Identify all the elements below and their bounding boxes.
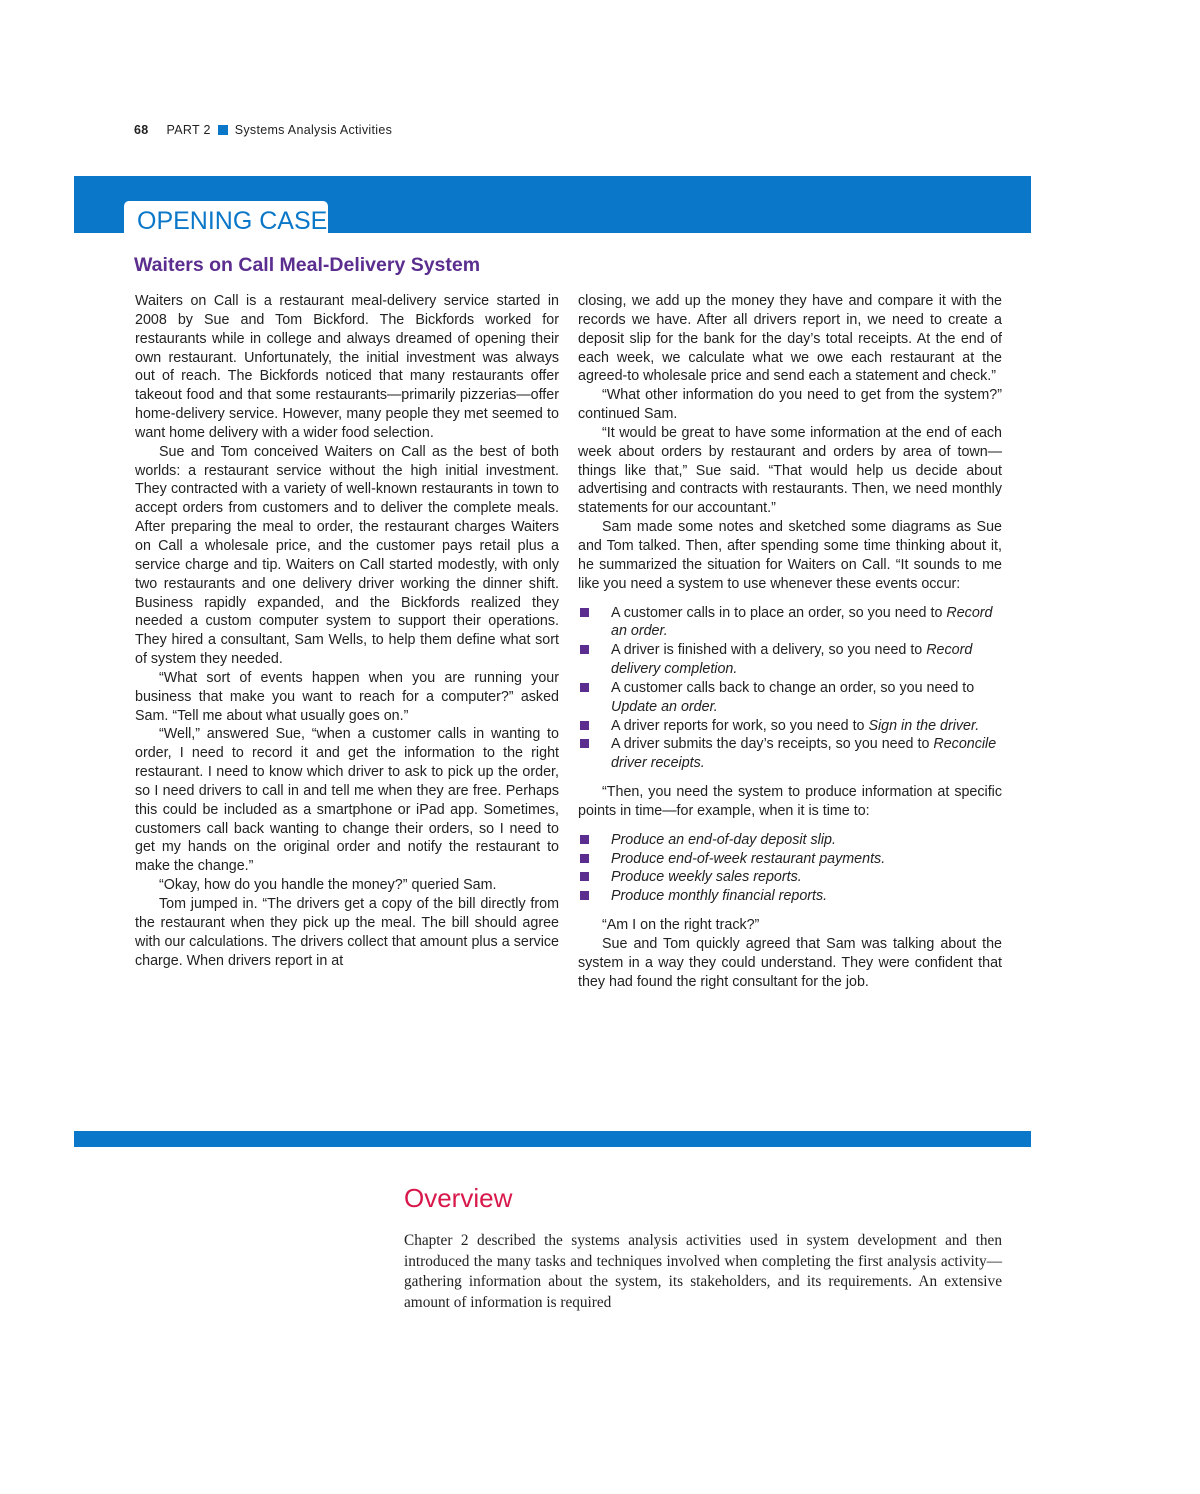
square-bullet-icon xyxy=(218,125,228,135)
paragraph: Sam made some notes and sketched some diagrams as Sue and Tom talked. Then, after spending some time thinking about it, he summarized the situation for Waiters on Call. “It sounds to me like you need a system to use whenever these events occur: xyxy=(578,519,1002,592)
running-head xyxy=(134,123,392,137)
paragraph: “What other information do you need to get from the system?” continued Sam. xyxy=(578,387,1002,423)
paragraph: Sue and Tom quickly agreed that Sam was talking about the system in a way they could understand. They were confident that they had found the right consultant for the job. xyxy=(578,936,1002,990)
case-left-column xyxy=(135,292,559,970)
opening-case-label: OPENING CASE xyxy=(137,207,328,235)
paragraph: “Then, you need the system to produce information at specific points in time—for example, when it is time to: xyxy=(578,784,1002,819)
square-bullet-icon xyxy=(580,721,589,730)
overview-heading: Overview xyxy=(404,1183,513,1213)
page-number: 68 xyxy=(134,123,149,137)
paragraph: “It would be great to have some information at the end of each week about orders by restaurant and orders by area of town—things like that,” Sue said. “That would help us decide about advertising and contracts with restaurants. Then, we need monthly statements for our accountant.” xyxy=(578,424,1002,517)
list-item: Produce end-of-week restaurant payments. xyxy=(578,850,1002,869)
list-item: A driver submits the day’s receipts, so you need to Reconcile driver receipts. xyxy=(578,735,1002,773)
square-bullet-icon xyxy=(580,854,589,863)
list-item: Produce an end-of-day deposit slip. xyxy=(578,831,1002,850)
overview-paragraph: Chapter 2 described the systems analysis activities used in system development and then introduced the many tasks and techniques involved when completing the first analysis activity—gathering information about the system, its stakeholders, and its requirements. An extensive amount of information is required xyxy=(404,1232,1002,1312)
case-title: Waiters on Call Meal-Delivery System xyxy=(134,254,481,276)
paragraph: “Am I on the right track?” xyxy=(602,917,760,934)
paragraph: “Okay, how do you handle the money?” queried Sam. xyxy=(159,877,497,894)
event-list xyxy=(578,604,1002,774)
case-right-column xyxy=(578,292,1002,992)
square-bullet-icon xyxy=(580,645,589,654)
list-item: A customer calls in to place an order, so you need to Record an order. xyxy=(578,604,1002,642)
list-item: A driver is finished with a delivery, so you need to Record delivery completion. xyxy=(578,641,1002,679)
square-bullet-icon xyxy=(580,835,589,844)
part-label: PART 2 xyxy=(166,123,211,137)
square-bullet-icon xyxy=(580,872,589,881)
list-item: A driver reports for work, so you need to Sign in the driver. xyxy=(578,717,1002,736)
list-item: Produce monthly financial reports. xyxy=(578,887,1002,906)
paragraph: “What sort of events happen when you are running your business that make you want to reach for a computer?” asked Sam. “Tell me about what usually goes on.” xyxy=(135,669,559,724)
list-item: A customer calls back to change an order, so you need to Update an order. xyxy=(578,679,1002,717)
square-bullet-icon xyxy=(580,891,589,900)
section-title: Systems Analysis Activities xyxy=(234,123,393,137)
paragraph: Tom jumped in. “The drivers get a copy of the bill directly from the restaurant when they pick up the meal. The bill should agree with our calculations. The drivers collect that amount plus a service charge. When drivers report in at xyxy=(135,896,559,969)
list-item: Produce weekly sales reports. xyxy=(578,868,1002,887)
paragraph: “Well,” answered Sue, “when a customer calls in wanting to order, I need to record it and get the information to the right restaurant. I need to know which driver to ask to pick up the order, so I need drivers to call in and tell me when they are free. Perhaps this could be included as a smartphone or iPad app. Sometimes, customers call back wanting to change their orders, so I need to get my hands on the original order and notify the restaurant to make the change.” xyxy=(135,726,559,875)
case-end-band xyxy=(74,1131,1031,1147)
output-list xyxy=(578,831,1002,906)
paragraph: Waiters on Call is a restaurant meal-delivery service started in 2008 by Sue and Tom Bickford. The Bickfords worked for restaurants while in college and always dreamed of opening their own restaurant. Unfortunately, the initial investment was always out of reach. The Bickfords noticed that many restaurants offer takeout food and that some restaurants—primarily pizzerias—offer home-delivery service. However, many people they met seemed to want home delivery with a wider food selection. xyxy=(135,293,559,441)
paragraph: closing, we add up the money they have and compare it with the records we have. After all drivers report in, we need to create a deposit slip for the bank for the day’s total receipts. At the end of each week, we calculate what we owe each restaurant at the agreed-to wholesale price and send each a statement and check.” xyxy=(578,293,1002,385)
paragraph: Sue and Tom conceived Waiters on Call as the best of both worlds: a restaurant service without the high initial investment. They contracted with a variety of well-known restaurants in town to accept orders from customers and to deliver the complete meals. After preparing the meal to order, the restaurant charges Waiters on Call a wholesale price, and the customer pays retail plus a service charge and tip. Waiters on Call started modestly, with only two restaurants and one delivery driver working the dinner shift. Business rapidly expanded, and the Bickfords realized they needed a custom computer system to support their operations. They hired a consultant, Sam Wells, to help them define what sort of system they needed. xyxy=(135,443,559,668)
square-bullet-icon xyxy=(580,739,589,748)
square-bullet-icon xyxy=(580,608,589,617)
square-bullet-icon xyxy=(580,683,589,692)
